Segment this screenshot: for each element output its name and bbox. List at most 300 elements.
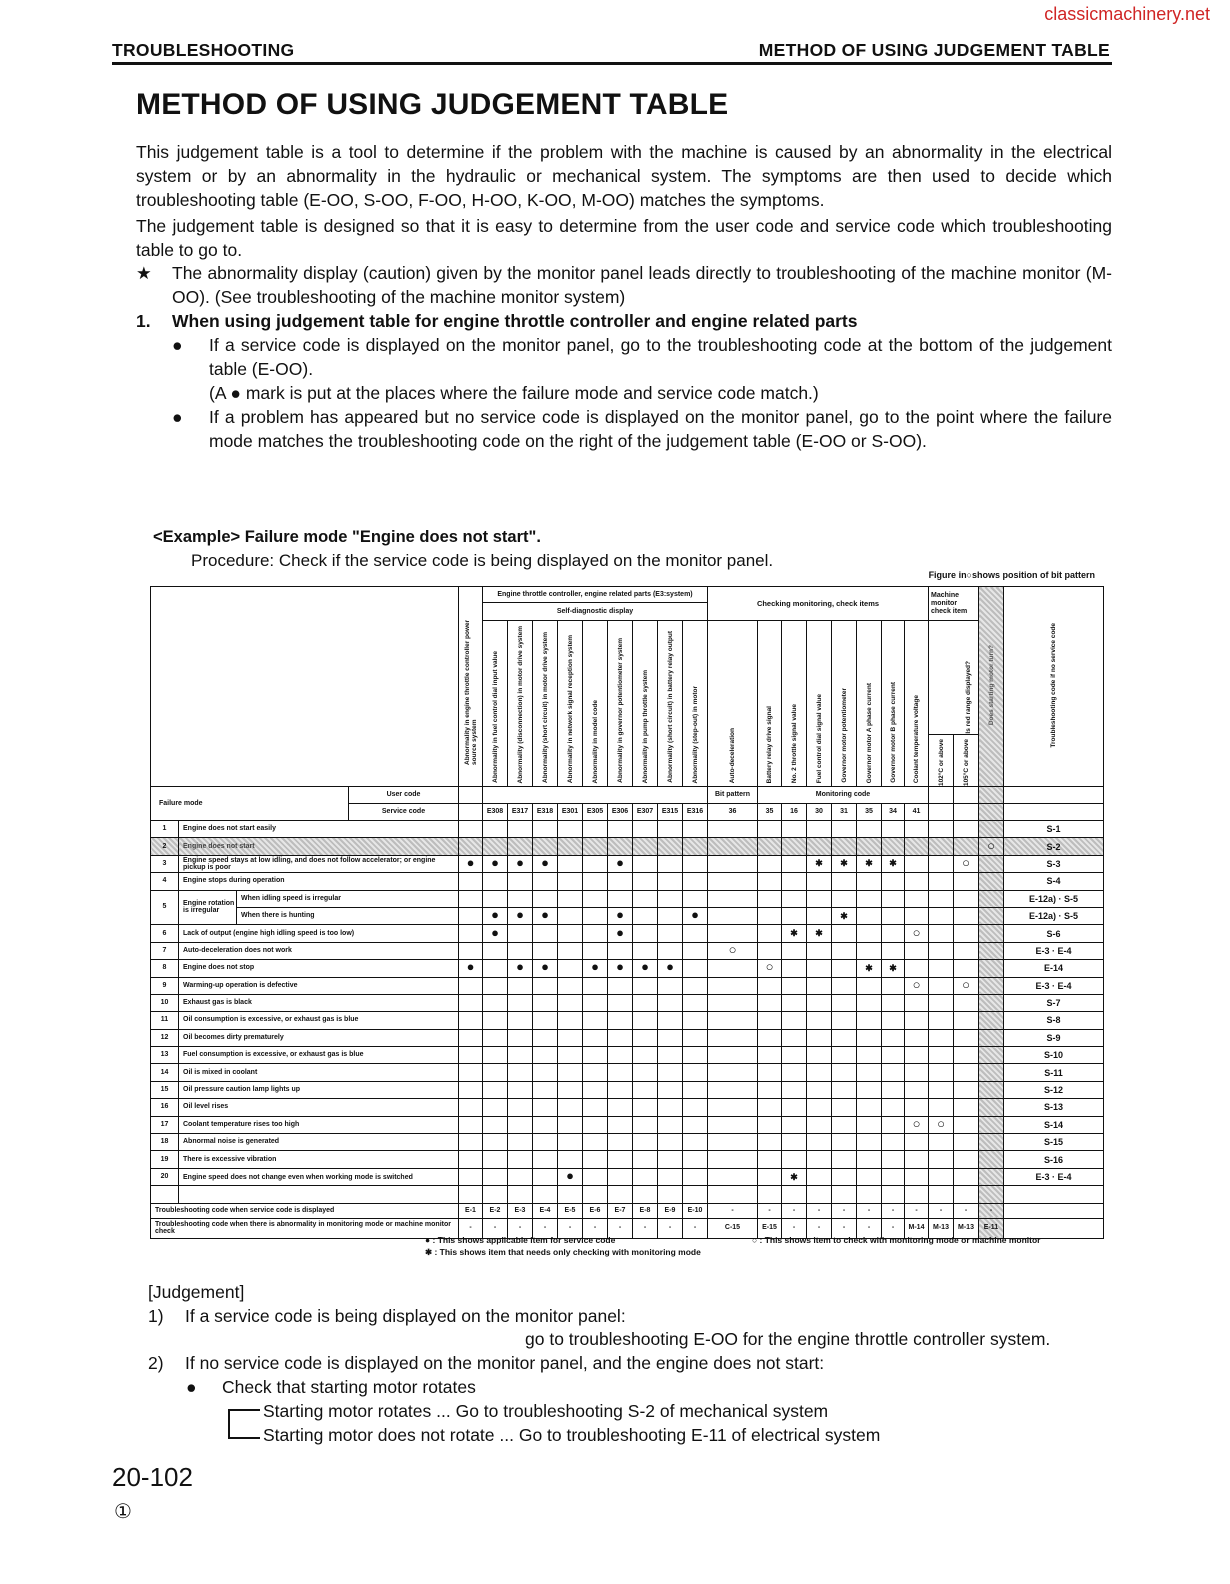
troubleshooting-code[interactable]: E-14 — [1004, 960, 1104, 977]
troubleshooting-code[interactable]: S-6 — [1004, 925, 1104, 942]
mark-cell — [633, 1012, 658, 1029]
mark-cell — [929, 1099, 954, 1116]
troubleshooting-code-cell[interactable]: E-1 — [459, 1203, 483, 1218]
mark-cell — [508, 1168, 533, 1185]
mark-cell — [633, 1116, 658, 1133]
troubleshooting-code-cell[interactable]: - — [954, 1203, 979, 1218]
mark-cell — [533, 1081, 558, 1098]
table-row[interactable] — [151, 890, 1104, 907]
table-row[interactable] — [151, 838, 1104, 855]
mark-cell — [954, 873, 979, 890]
mark-cell — [459, 994, 483, 1011]
table-row[interactable] — [151, 1047, 1104, 1064]
blank-cell — [459, 787, 483, 804]
troubleshooting-code-cell[interactable]: - — [832, 1203, 857, 1218]
mark-cell — [758, 994, 782, 1011]
dot-mark: ● — [616, 959, 624, 975]
failure-mode: Coolant temperature rises too high — [179, 1116, 459, 1133]
troubleshooting-code[interactable]: E-3 · E-4 — [1004, 1168, 1104, 1185]
mark-cell — [882, 1081, 905, 1098]
bullet-2 — [172, 405, 1112, 453]
star-icon: ★ — [136, 263, 152, 283]
service-code-cell: 16 — [782, 804, 807, 821]
troubleshooting-code-cell[interactable]: - — [832, 1218, 857, 1238]
troubleshooting-code[interactable]: E-12a) · S-5 — [1004, 890, 1104, 907]
self-diagnostic-header: Self-diagnostic display — [483, 603, 708, 621]
troubleshooting-code-cell[interactable]: E-10 — [683, 1203, 708, 1218]
table-row[interactable] — [151, 907, 1104, 924]
branch-bracket — [228, 1409, 260, 1439]
troubleshooting-code-cell[interactable]: - — [782, 1203, 807, 1218]
blank-cell — [832, 1186, 857, 1203]
row-number: 8 — [151, 960, 179, 977]
mark-cell — [954, 907, 979, 924]
failure-mode: Fuel consumption is excessive, or exhaust gas is blue — [179, 1047, 459, 1064]
troubleshooting-code-cell[interactable]: E-8 — [633, 1203, 658, 1218]
mark-cell — [683, 960, 708, 977]
mark-cell — [857, 821, 882, 838]
checking-header: Checking monitoring, check items — [708, 587, 929, 621]
troubleshooting-code[interactable]: E-12a) · S-5 — [1004, 907, 1104, 924]
blank-cell — [508, 1186, 533, 1203]
troubleshooting-code[interactable]: S-14 — [1004, 1116, 1104, 1133]
row-number: 4 — [151, 873, 179, 890]
table-row[interactable] — [151, 925, 1104, 942]
mark-cell — [832, 1151, 857, 1168]
service-code-cell: E318 — [533, 804, 558, 821]
mark-cell — [758, 890, 782, 907]
mark-cell — [807, 994, 832, 1011]
troubleshooting-code-cell[interactable]: - — [683, 1218, 708, 1238]
table-row[interactable] — [151, 1116, 1104, 1133]
circle-mark: ○ — [912, 924, 921, 940]
troubleshooting-code[interactable]: S-4 — [1004, 873, 1104, 890]
star-mark: ✱ — [865, 858, 873, 869]
troubleshooting-code-cell[interactable]: - — [459, 1218, 483, 1238]
mark-cell — [979, 1029, 1004, 1046]
monitoring-code-label: Monitoring code — [758, 787, 929, 804]
table-row[interactable] — [151, 942, 1104, 959]
mark-cell — [929, 1081, 954, 1098]
mark-cell — [832, 1168, 857, 1185]
mark-cell — [758, 855, 782, 872]
mark-cell — [929, 838, 954, 855]
troubleshooting-code-cell[interactable]: - — [807, 1218, 832, 1238]
mark-cell — [782, 838, 807, 855]
mark-cell — [533, 1064, 558, 1081]
mark-cell — [508, 925, 533, 942]
mark-cell — [558, 1081, 583, 1098]
mark-cell — [533, 838, 558, 855]
mark-cell — [608, 907, 633, 924]
mark-cell — [683, 942, 708, 959]
watermark: classicmachinery.net — [1044, 4, 1210, 24]
mark-cell — [683, 994, 708, 1011]
mark-cell — [979, 1081, 1004, 1098]
mark-cell — [882, 1134, 905, 1151]
table-row[interactable] — [151, 1134, 1104, 1151]
mark-cell — [857, 942, 882, 959]
dot-mark: ● — [691, 907, 699, 923]
mark-cell — [558, 942, 583, 959]
mark-cell — [508, 821, 533, 838]
troubleshooting-code-cell[interactable]: - — [558, 1218, 583, 1238]
troubleshooting-code-cell[interactable]: - — [583, 1218, 608, 1238]
mark-cell — [905, 925, 929, 942]
mark-cell — [979, 890, 1004, 907]
mark-cell — [708, 925, 758, 942]
dot-mark: ● — [591, 959, 599, 975]
mark-cell — [483, 960, 508, 977]
mark-cell — [633, 1099, 658, 1116]
section-title: When using judgement table for engine throttle controller and engine related parts — [172, 311, 858, 331]
table-row[interactable] — [151, 1029, 1104, 1046]
mark-cell — [979, 838, 1004, 855]
mark-cell — [558, 890, 583, 907]
troubleshooting-code-cell[interactable]: E-3 — [508, 1203, 533, 1218]
mark-cell — [905, 1081, 929, 1098]
troubleshooting-code-cell[interactable]: E-11 — [979, 1218, 1004, 1238]
mark-cell — [483, 821, 508, 838]
mark-cell — [905, 873, 929, 890]
troubleshooting-code-cell[interactable]: - — [608, 1218, 633, 1238]
mark-cell — [558, 1168, 583, 1185]
mark-cell — [832, 925, 857, 942]
troubleshooting-code[interactable]: E-3 · E-4 — [1004, 942, 1104, 959]
column-header-label: Battery relay drive signal — [766, 705, 773, 783]
troubleshooting-code[interactable]: S-2 — [1004, 838, 1104, 855]
mark-cell — [832, 1047, 857, 1064]
mark-cell — [459, 1099, 483, 1116]
dot-mark: ● — [491, 924, 499, 940]
mark-cell — [558, 1064, 583, 1081]
judgement-title: [Judgement] — [148, 1282, 245, 1302]
row-number: 2 — [151, 838, 179, 855]
troubleshooting-code-cell[interactable]: - — [905, 1203, 929, 1218]
troubleshooting-code-cell[interactable]: E-7 — [608, 1203, 633, 1218]
mark-cell — [905, 1151, 929, 1168]
failure-mode: Engine speed does not change even when working mode is switched — [179, 1168, 459, 1185]
mark-cell — [882, 838, 905, 855]
troubleshooting-code-cell[interactable]: - — [882, 1218, 905, 1238]
mark-cell — [558, 1116, 583, 1133]
mark-cell — [508, 890, 533, 907]
mark-cell — [608, 942, 633, 959]
mark-cell — [857, 960, 882, 977]
failure-mode: Engine does not start — [179, 838, 459, 855]
mark-cell — [683, 1029, 708, 1046]
service-code-cell — [459, 804, 483, 821]
troubleshooting-code-cell[interactable]: E-6 — [583, 1203, 608, 1218]
failure-mode: When there is hunting — [237, 907, 459, 924]
mark-cell — [979, 1012, 1004, 1029]
troubleshooting-code-cell[interactable]: - — [633, 1218, 658, 1238]
failure-mode: Warming-up operation is defective — [179, 977, 459, 994]
mark-cell — [683, 925, 708, 942]
troubleshooting-code[interactable]: S-15 — [1004, 1134, 1104, 1151]
row-number: 9 — [151, 977, 179, 994]
troubleshooting-code-label: Troubleshooting code when there is abnormality in monitoring mode or machine monitor check — [151, 1218, 459, 1238]
column-header — [533, 621, 558, 787]
table-row[interactable] — [151, 1081, 1104, 1098]
mark-cell — [708, 1168, 758, 1185]
mark-cell — [708, 1099, 758, 1116]
troubleshooting-code[interactable]: S-3 — [1004, 855, 1104, 872]
troubleshooting-code-cell[interactable]: - — [782, 1218, 807, 1238]
blank-cell — [179, 1186, 459, 1203]
mark-cell — [782, 994, 807, 1011]
dot-mark: ● — [566, 1168, 574, 1183]
column-header — [807, 621, 832, 787]
legend-dot: ● : This shows applicable item for service code — [425, 1235, 616, 1245]
mark-cell — [905, 1047, 929, 1064]
mark-cell — [954, 1012, 979, 1029]
mark-cell — [683, 1151, 708, 1168]
mark-cell — [483, 1064, 508, 1081]
row-number: 10 — [151, 994, 179, 1011]
table-row[interactable] — [151, 994, 1104, 1011]
table-row[interactable] — [151, 977, 1104, 994]
mark-cell — [583, 890, 608, 907]
mark-cell — [807, 1064, 832, 1081]
mark-cell — [857, 1029, 882, 1046]
blank-cell — [954, 787, 979, 804]
mark-cell — [782, 1029, 807, 1046]
mark-cell — [508, 1099, 533, 1116]
mark-cell — [882, 942, 905, 959]
troubleshooting-code-cell[interactable]: - — [882, 1203, 905, 1218]
failure-mode: There is excessive vibration — [179, 1151, 459, 1168]
mark-cell — [708, 1081, 758, 1098]
blank-cell — [151, 1186, 179, 1203]
troubleshooting-code-cell[interactable]: C-15 — [708, 1218, 758, 1238]
troubleshooting-code-cell[interactable]: M-13 — [929, 1218, 954, 1238]
mark-cell — [905, 821, 929, 838]
mark-cell — [758, 1047, 782, 1064]
mark-cell — [483, 925, 508, 942]
mark-cell — [758, 977, 782, 994]
troubleshooting-code[interactable]: S-9 — [1004, 1029, 1104, 1046]
mark-cell — [658, 1168, 683, 1185]
star-mark: ✱ — [815, 858, 823, 869]
mark-cell — [979, 1064, 1004, 1081]
mark-cell — [832, 994, 857, 1011]
failure-mode: Oil consumption is excessive, or exhaust gas is blue — [179, 1012, 459, 1029]
mark-cell — [905, 1099, 929, 1116]
failure-mode: Engine stops during operation — [179, 873, 459, 890]
mark-cell — [658, 1116, 683, 1133]
service-code-cell: 36 — [708, 804, 758, 821]
mark-cell — [807, 1029, 832, 1046]
mark-cell — [782, 821, 807, 838]
example-procedure: Procedure: Check if the service code is being displayed on the monitor panel. — [191, 551, 774, 570]
mark-cell — [882, 873, 905, 890]
mark-cell — [782, 1081, 807, 1098]
mark-cell — [782, 942, 807, 959]
mark-cell — [483, 855, 508, 872]
table-row[interactable] — [151, 960, 1104, 977]
column-header: 102°C or above — [937, 738, 945, 786]
troubleshooting-code-cell[interactable]: - — [857, 1203, 882, 1218]
mark-cell — [583, 994, 608, 1011]
mark-cell — [832, 1064, 857, 1081]
blank-cell — [929, 787, 954, 804]
mark-cell — [708, 1064, 758, 1081]
mark-cell — [882, 890, 905, 907]
troubleshooting-code-cell[interactable]: E-15 — [758, 1218, 782, 1238]
troubleshooting-code-cell[interactable]: M-14 — [905, 1218, 929, 1238]
troubleshooting-code-cell[interactable]: - — [807, 1203, 832, 1218]
troubleshooting-code-cell[interactable]: - — [658, 1218, 683, 1238]
mark-cell — [558, 994, 583, 1011]
troubleshooting-code-cell[interactable]: - — [483, 1218, 508, 1238]
table-row[interactable] — [151, 1151, 1104, 1168]
mark-cell — [583, 907, 608, 924]
column-header — [782, 621, 807, 787]
intro-paragraph-1: This judgement table is a tool to determine if the problem with the machine is caused by an abnormality in the electrical system or by an abnormality in the hydraulic or mechanical system. The symptoms are then used to decide which troubleshooting table (E-OO, S-OO, F-OO, H-OO, K-OO, M-OO) matches the symptoms. — [136, 142, 1112, 210]
code-column-header: Troubleshooting code if no service code — [1004, 587, 1104, 787]
mark-cell — [608, 994, 633, 1011]
troubleshooting-code-cell[interactable]: - — [758, 1203, 782, 1218]
troubleshooting-code-cell[interactable]: E-5 — [558, 1203, 583, 1218]
troubleshooting-code[interactable]: S-10 — [1004, 1047, 1104, 1064]
mark-cell — [882, 821, 905, 838]
troubleshooting-code-cell[interactable]: - — [979, 1203, 1004, 1218]
failure-mode: Oil becomes dirty prematurely — [179, 1029, 459, 1046]
star-mark: ✱ — [865, 962, 873, 973]
mark-cell — [633, 1168, 658, 1185]
mark-cell — [979, 1116, 1004, 1133]
mark-cell — [608, 960, 633, 977]
failure-mode-header: Failure mode — [151, 787, 349, 821]
mark-cell — [583, 1151, 608, 1168]
troubleshooting-code[interactable]: S-11 — [1004, 1064, 1104, 1081]
mark-cell — [608, 873, 633, 890]
mark-cell — [508, 1012, 533, 1029]
dot-mark: ● — [491, 855, 499, 870]
mark-cell — [583, 838, 608, 855]
mark-cell — [633, 907, 658, 924]
mark-cell — [807, 1081, 832, 1098]
mark-cell — [558, 821, 583, 838]
mark-cell — [683, 1099, 708, 1116]
judgement-branch-1: Starting motor rotates ... Go to troubleshooting S-2 of mechanical system — [263, 1401, 829, 1421]
troubleshooting-code-cell[interactable]: - — [929, 1203, 954, 1218]
mark-cell — [658, 1151, 683, 1168]
mark-cell — [683, 1047, 708, 1064]
mark-cell — [905, 1029, 929, 1046]
blank-cell — [882, 1186, 905, 1203]
mark-cell — [954, 1116, 979, 1133]
mark-cell — [658, 1029, 683, 1046]
mark-cell — [857, 925, 882, 942]
troubleshooting-code[interactable]: S-13 — [1004, 1099, 1104, 1116]
troubleshooting-code[interactable]: E-3 · E-4 — [1004, 977, 1104, 994]
mark-cell — [929, 1012, 954, 1029]
mark-cell — [708, 821, 758, 838]
red-range-header: Is red range displayed? 102°C or above 105°C or above — [929, 621, 979, 787]
mark-cell — [459, 942, 483, 959]
mark-cell — [633, 994, 658, 1011]
mark-cell — [459, 1168, 483, 1185]
dot-mark: ● — [616, 855, 624, 870]
mark-cell — [782, 907, 807, 924]
row-number: 11 — [151, 1012, 179, 1029]
column-header-label: Governor motor A phase current — [865, 682, 873, 783]
troubleshooting-code-cell[interactable]: - — [508, 1218, 533, 1238]
mark-cell — [807, 942, 832, 959]
mark-cell — [608, 1134, 633, 1151]
mark-cell — [708, 977, 758, 994]
table-row[interactable] — [151, 1099, 1104, 1116]
mark-cell — [708, 1134, 758, 1151]
mark-cell — [807, 1134, 832, 1151]
mark-cell — [782, 873, 807, 890]
mark-cell — [758, 821, 782, 838]
troubleshooting-code[interactable]: S-16 — [1004, 1151, 1104, 1168]
dot-mark: ● — [516, 855, 524, 870]
troubleshooting-code-cell[interactable]: - — [708, 1203, 758, 1218]
judgement-item-2: If no service code is displayed on the monitor panel, and the engine does not start: — [185, 1353, 825, 1373]
service-code-cell: E305 — [583, 804, 608, 821]
mark-cell — [929, 1168, 954, 1185]
mark-cell — [782, 1012, 807, 1029]
troubleshooting-code-cell[interactable]: E-9 — [658, 1203, 683, 1218]
mark-cell — [658, 1134, 683, 1151]
troubleshooting-code-cell[interactable]: E-2 — [483, 1203, 508, 1218]
troubleshooting-code-cell[interactable]: M-13 — [954, 1218, 979, 1238]
circle-mark: ○ — [765, 959, 774, 975]
table-row[interactable] — [151, 855, 1104, 872]
circle-mark: ○ — [912, 977, 921, 992]
mark-cell — [533, 821, 558, 838]
mark-cell — [533, 925, 558, 942]
column-header — [558, 621, 583, 787]
bullet-1 — [172, 333, 1112, 405]
troubleshooting-code[interactable]: S-12 — [1004, 1081, 1104, 1098]
mark-cell — [882, 1099, 905, 1116]
troubleshooting-code-cell[interactable]: - — [533, 1218, 558, 1238]
table-row[interactable] — [151, 873, 1104, 890]
table-row[interactable] — [151, 1064, 1104, 1081]
failure-mode: Exhaust gas is black — [179, 994, 459, 1011]
column-header: 105°C or above — [962, 738, 970, 786]
revision-mark: ① — [114, 1501, 132, 1523]
mark-cell — [533, 994, 558, 1011]
troubleshooting-code[interactable]: S-7 — [1004, 994, 1104, 1011]
troubleshooting-code-cell[interactable]: - — [857, 1218, 882, 1238]
troubleshooting-code-cell[interactable]: E-4 — [533, 1203, 558, 1218]
table-row[interactable] — [151, 1168, 1104, 1185]
mark-cell — [832, 838, 857, 855]
troubleshooting-code[interactable]: S-8 — [1004, 1012, 1104, 1029]
table-row[interactable] — [151, 1012, 1104, 1029]
table-row[interactable] — [151, 821, 1104, 838]
column-header — [508, 621, 533, 787]
blank-cell — [683, 1186, 708, 1203]
troubleshooting-code[interactable]: S-1 — [1004, 821, 1104, 838]
blank-cell — [807, 1186, 832, 1203]
mark-cell — [608, 855, 633, 872]
bullet-subnote: (A ● mark is put at the places where the failure mode and service code match.) — [209, 383, 819, 403]
mark-cell — [832, 1029, 857, 1046]
mark-cell — [583, 1134, 608, 1151]
service-code-cell: 41 — [905, 804, 929, 821]
mark-cell — [807, 1012, 832, 1029]
mark-cell — [533, 1099, 558, 1116]
mark-cell — [905, 994, 929, 1011]
header-page-title: METHOD OF USING JUDGEMENT TABLE — [758, 40, 1110, 60]
